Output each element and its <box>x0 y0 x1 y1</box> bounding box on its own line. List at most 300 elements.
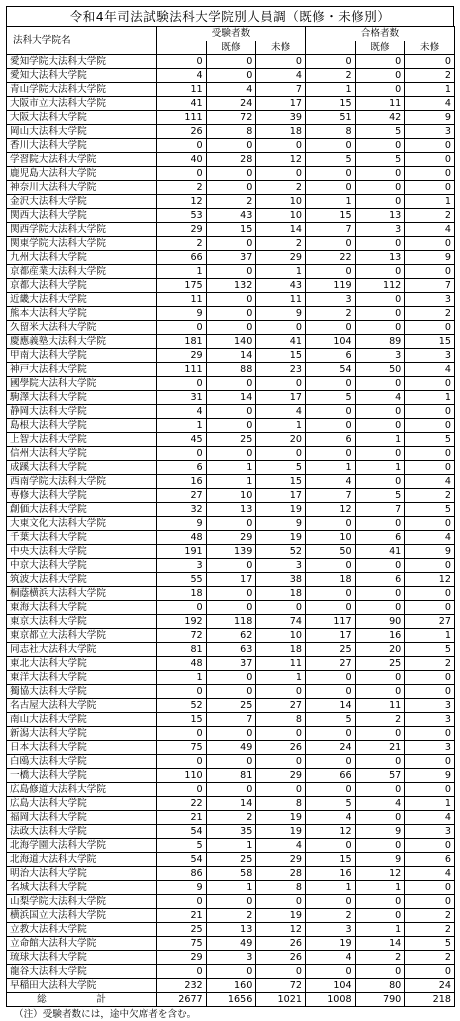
examinees-cell: 9 <box>157 881 207 895</box>
table-row <box>7 363 455 377</box>
passers-cell: 0 <box>305 839 355 853</box>
passers-cell: 0 <box>305 377 355 391</box>
school-name-cell: 琉球大法科大学院 <box>7 951 157 965</box>
table-row <box>7 867 455 881</box>
passers-mishu-cell: 0 <box>405 881 455 895</box>
total-row <box>7 993 455 1007</box>
examinees-cell: 0 <box>157 321 207 335</box>
examinees-cell: 2 <box>157 237 207 251</box>
school-name-cell: 一橋大法科大学院 <box>7 769 157 783</box>
total-passers: 1008 <box>305 993 355 1007</box>
school-name-cell: 関西学院大法科大学院 <box>7 223 157 237</box>
passers-cell: 15 <box>305 97 355 111</box>
examinees-kishu-cell: 0 <box>206 265 256 279</box>
table-row <box>7 293 455 307</box>
examinees-cell: 86 <box>157 867 207 881</box>
examinees-cell: 0 <box>157 895 207 909</box>
passers-mishu-cell: 0 <box>405 181 455 195</box>
examinees-kishu-cell: 81 <box>206 769 256 783</box>
table-row <box>7 377 455 391</box>
examinees-cell: 232 <box>157 979 207 993</box>
passers-cell: 2 <box>305 69 355 83</box>
passers-mishu-cell: 5 <box>405 643 455 657</box>
passers-mishu-cell: 7 <box>405 279 455 293</box>
passers-cell: 0 <box>305 321 355 335</box>
examinees-kishu-cell: 25 <box>206 699 256 713</box>
passers-mishu-cell: 0 <box>405 321 455 335</box>
results-table <box>6 26 455 1007</box>
passers-cell: 12 <box>305 503 355 517</box>
examinees-mishu-cell: 9 <box>256 517 306 531</box>
examinees-mishu-cell: 10 <box>256 209 306 223</box>
passers-cell: 4 <box>305 951 355 965</box>
examinees-kishu-cell: 139 <box>206 545 256 559</box>
school-name-cell: 西南学院大法科大学院 <box>7 475 157 489</box>
table-row <box>7 769 455 783</box>
passers-cell: 117 <box>305 615 355 629</box>
table-header <box>7 27 455 55</box>
passers-mishu-cell: 2 <box>405 923 455 937</box>
table-row <box>7 419 455 433</box>
passers-cell: 19 <box>305 937 355 951</box>
table-row <box>7 615 455 629</box>
examinees-mishu-cell: 4 <box>256 405 306 419</box>
examinees-mishu-cell: 52 <box>256 545 306 559</box>
examinees-kishu-cell: 0 <box>206 307 256 321</box>
examinees-cell: 1 <box>157 265 207 279</box>
examinees-mishu-cell: 15 <box>256 349 306 363</box>
table-row <box>7 965 455 979</box>
passers-mishu-cell: 4 <box>405 475 455 489</box>
examinees-mishu-cell: 19 <box>256 503 306 517</box>
passers-mishu-cell: 0 <box>405 727 455 741</box>
school-name-cell: 法政大法科大学院 <box>7 825 157 839</box>
passers-cell: 7 <box>305 223 355 237</box>
passers-kishu-cell: 1 <box>355 923 405 937</box>
passers-mishu-cell: 12 <box>405 573 455 587</box>
passers-cell: 0 <box>305 965 355 979</box>
examinees-kishu-cell: 0 <box>206 727 256 741</box>
table-row <box>7 153 455 167</box>
school-name-cell: 白鴎大法科大学院 <box>7 755 157 769</box>
examinees-cell: 21 <box>157 811 207 825</box>
passers-kishu-cell: 7 <box>355 503 405 517</box>
table-row <box>7 321 455 335</box>
passers-mishu-cell: 1 <box>405 391 455 405</box>
examinees-mishu-cell: 11 <box>256 293 306 307</box>
table-row <box>7 279 455 293</box>
passers-kishu-cell: 0 <box>355 307 405 321</box>
passers-mishu-cell: 4 <box>405 811 455 825</box>
examinees-kishu-cell: 1 <box>206 881 256 895</box>
examinees-kishu-cell: 15 <box>206 223 256 237</box>
school-name-cell: 久留米大法科大学院 <box>7 321 157 335</box>
passers-kishu-cell: 0 <box>355 419 405 433</box>
examinees-kishu-cell: 62 <box>206 629 256 643</box>
examinees-cell: 0 <box>157 685 207 699</box>
total-examinees-mishu: 1021 <box>256 993 306 1007</box>
header-examinees: 受験者数 <box>157 27 306 41</box>
examinees-cell: 26 <box>157 125 207 139</box>
passers-kishu-cell: 0 <box>355 405 405 419</box>
passers-kishu-cell: 0 <box>355 139 405 153</box>
passers-mishu-cell: 0 <box>405 755 455 769</box>
table-row <box>7 713 455 727</box>
passers-kishu-cell: 57 <box>355 769 405 783</box>
table-row <box>7 209 455 223</box>
passers-mishu-cell: 0 <box>405 601 455 615</box>
table-row <box>7 97 455 111</box>
examinees-kishu-cell: 0 <box>206 237 256 251</box>
examinees-kishu-cell: 14 <box>206 349 256 363</box>
examinees-mishu-cell: 0 <box>256 601 306 615</box>
examinees-cell: 4 <box>157 69 207 83</box>
examinees-kishu-cell: 0 <box>206 517 256 531</box>
passers-kishu-cell: 0 <box>355 237 405 251</box>
examinees-cell: 45 <box>157 433 207 447</box>
examinees-cell: 29 <box>157 951 207 965</box>
table-row <box>7 55 455 69</box>
passers-cell: 0 <box>305 405 355 419</box>
passers-cell: 0 <box>305 419 355 433</box>
examinees-mishu-cell: 0 <box>256 783 306 797</box>
header-examinees-total <box>157 41 207 55</box>
examinees-kishu-cell: 17 <box>206 573 256 587</box>
examinees-kishu-cell: 1 <box>206 475 256 489</box>
examinees-mishu-cell: 3 <box>256 559 306 573</box>
table-row <box>7 111 455 125</box>
examinees-cell: 0 <box>157 965 207 979</box>
school-name-cell: 大東文化大法科大学院 <box>7 517 157 531</box>
examinees-kishu-cell: 3 <box>206 951 256 965</box>
school-name-cell: 関西大法科大学院 <box>7 209 157 223</box>
examinees-mishu-cell: 0 <box>256 447 306 461</box>
passers-kishu-cell: 1 <box>355 461 405 475</box>
examinees-mishu-cell: 20 <box>256 433 306 447</box>
passers-mishu-cell: 0 <box>405 447 455 461</box>
passers-kishu-cell: 0 <box>355 811 405 825</box>
examinees-cell: 191 <box>157 545 207 559</box>
examinees-mishu-cell: 8 <box>256 797 306 811</box>
examinees-mishu-cell: 29 <box>256 853 306 867</box>
examinees-cell: 72 <box>157 629 207 643</box>
examinees-mishu-cell: 28 <box>256 867 306 881</box>
examinees-cell: 18 <box>157 587 207 601</box>
examinees-kishu-cell: 2 <box>206 195 256 209</box>
examinees-kishu-cell: 0 <box>206 671 256 685</box>
school-name-cell: 岡山大法科大学院 <box>7 125 157 139</box>
table-row <box>7 433 455 447</box>
school-name-cell: 慶應義塾大法科大学院 <box>7 335 157 349</box>
passers-mishu-cell: 0 <box>405 405 455 419</box>
passers-kishu-cell: 6 <box>355 573 405 587</box>
passers-kishu-cell: 50 <box>355 363 405 377</box>
examinees-kishu-cell: 2 <box>206 811 256 825</box>
examinees-kishu-cell: 7 <box>206 713 256 727</box>
table-row <box>7 517 455 531</box>
examinees-mishu-cell: 1 <box>256 265 306 279</box>
examinees-kishu-cell: 0 <box>206 587 256 601</box>
examinees-cell: 0 <box>157 377 207 391</box>
examinees-mishu-cell: 2 <box>256 181 306 195</box>
school-name-cell: 東洋大法科大学院 <box>7 671 157 685</box>
passers-mishu-cell: 0 <box>405 167 455 181</box>
examinees-mishu-cell: 1 <box>256 419 306 433</box>
school-name-cell: 國學院大法科大学院 <box>7 377 157 391</box>
examinees-mishu-cell: 23 <box>256 363 306 377</box>
passers-kishu-cell: 2 <box>355 713 405 727</box>
examinees-mishu-cell: 10 <box>256 629 306 643</box>
examinees-cell: 54 <box>157 853 207 867</box>
school-name-cell: 鹿児島大法科大学院 <box>7 167 157 181</box>
passers-cell: 24 <box>305 741 355 755</box>
table-row <box>7 307 455 321</box>
table-row <box>7 475 455 489</box>
passers-cell: 0 <box>305 587 355 601</box>
examinees-cell: 0 <box>157 783 207 797</box>
passers-kishu-cell: 80 <box>355 979 405 993</box>
table-row <box>7 881 455 895</box>
passers-kishu-cell: 42 <box>355 111 405 125</box>
examinees-mishu-cell: 0 <box>256 377 306 391</box>
table-row <box>7 895 455 909</box>
examinees-mishu-cell: 15 <box>256 475 306 489</box>
passers-mishu-cell: 2 <box>405 657 455 671</box>
examinees-cell: 4 <box>157 405 207 419</box>
table-row <box>7 783 455 797</box>
school-name-cell: 駒澤大法科大学院 <box>7 391 157 405</box>
passers-kishu-cell: 0 <box>355 601 405 615</box>
examinees-cell: 110 <box>157 769 207 783</box>
table-row <box>7 391 455 405</box>
passers-mishu-cell: 2 <box>405 69 455 83</box>
examinees-mishu-cell: 8 <box>256 881 306 895</box>
examinees-cell: 192 <box>157 615 207 629</box>
passers-mishu-cell: 3 <box>405 741 455 755</box>
school-name-cell: 静岡大法科大学院 <box>7 405 157 419</box>
passers-kishu-cell: 0 <box>355 55 405 69</box>
table-row <box>7 937 455 951</box>
passers-kishu-cell: 5 <box>355 489 405 503</box>
examinees-cell: 29 <box>157 223 207 237</box>
table-row <box>7 181 455 195</box>
school-name-cell: 獨協大法科大学院 <box>7 685 157 699</box>
passers-mishu-cell: 0 <box>405 139 455 153</box>
examinees-cell: 21 <box>157 909 207 923</box>
school-name-cell: 甲南大法科大学院 <box>7 349 157 363</box>
passers-mishu-cell: 9 <box>405 251 455 265</box>
passers-cell: 0 <box>305 517 355 531</box>
passers-kishu-cell: 0 <box>355 181 405 195</box>
examinees-kishu-cell: 118 <box>206 615 256 629</box>
passers-cell: 0 <box>305 265 355 279</box>
passers-mishu-cell: 4 <box>405 867 455 881</box>
passers-cell: 5 <box>305 797 355 811</box>
examinees-cell: 3 <box>157 559 207 573</box>
school-name-cell: 学習院大法科大学院 <box>7 153 157 167</box>
passers-kishu-cell: 0 <box>355 727 405 741</box>
examinees-mishu-cell: 29 <box>256 769 306 783</box>
passers-cell: 15 <box>305 209 355 223</box>
examinees-cell: 52 <box>157 699 207 713</box>
passers-cell: 0 <box>305 671 355 685</box>
examinees-mishu-cell: 19 <box>256 825 306 839</box>
examinees-mishu-cell: 26 <box>256 951 306 965</box>
passers-cell: 4 <box>305 475 355 489</box>
school-name-cell: 立命館大法科大学院 <box>7 937 157 951</box>
passers-cell: 0 <box>305 895 355 909</box>
passers-cell: 27 <box>305 657 355 671</box>
passers-kishu-cell: 0 <box>355 909 405 923</box>
table-row <box>7 629 455 643</box>
passers-cell: 3 <box>305 293 355 307</box>
examinees-cell: 11 <box>157 83 207 97</box>
passers-kishu-cell: 0 <box>355 475 405 489</box>
table-row <box>7 223 455 237</box>
table-row <box>7 643 455 657</box>
passers-mishu-cell: 2 <box>405 307 455 321</box>
table-row <box>7 69 455 83</box>
examinees-mishu-cell: 0 <box>256 755 306 769</box>
examinees-kishu-cell: 0 <box>206 321 256 335</box>
examinees-kishu-cell: 0 <box>206 447 256 461</box>
passers-cell: 10 <box>305 531 355 545</box>
header-examinees-kishu: 既修 <box>206 41 256 55</box>
examinees-cell: 6 <box>157 461 207 475</box>
passers-mishu-cell: 0 <box>405 685 455 699</box>
school-name-cell: 神奈川大法科大学院 <box>7 181 157 195</box>
school-name-cell: 名城大法科大学院 <box>7 881 157 895</box>
passers-mishu-cell: 3 <box>405 349 455 363</box>
examinees-cell: 11 <box>157 293 207 307</box>
examinees-kishu-cell: 14 <box>206 797 256 811</box>
school-name-cell: 千葉大法科大学院 <box>7 531 157 545</box>
passers-kishu-cell: 3 <box>355 349 405 363</box>
school-name-cell: 中央大法科大学院 <box>7 545 157 559</box>
passers-mishu-cell: 0 <box>405 419 455 433</box>
passers-mishu-cell: 5 <box>405 937 455 951</box>
school-name-cell: 中京大法科大学院 <box>7 559 157 573</box>
examinees-kishu-cell: 0 <box>206 895 256 909</box>
examinees-kishu-cell: 0 <box>206 405 256 419</box>
examinees-cell: 175 <box>157 279 207 293</box>
examinees-mishu-cell: 0 <box>256 727 306 741</box>
table-row <box>7 923 455 937</box>
school-name-cell: 早稲田大法科大学院 <box>7 979 157 993</box>
examinees-kishu-cell: 58 <box>206 867 256 881</box>
passers-kishu-cell: 5 <box>355 153 405 167</box>
examinees-mishu-cell: 14 <box>256 223 306 237</box>
table-row <box>7 83 455 97</box>
passers-mishu-cell: 0 <box>405 377 455 391</box>
examinees-kishu-cell: 0 <box>206 293 256 307</box>
table-row <box>7 573 455 587</box>
header-school: 法科大学院名 <box>7 27 157 55</box>
passers-cell: 50 <box>305 545 355 559</box>
passers-cell: 0 <box>305 139 355 153</box>
examinees-mishu-cell: 17 <box>256 97 306 111</box>
school-name-cell: 広島修道大法科大学院 <box>7 783 157 797</box>
examinees-cell: 0 <box>157 447 207 461</box>
school-name-cell: 横浜国立大法科大学院 <box>7 909 157 923</box>
passers-cell: 0 <box>305 181 355 195</box>
school-name-cell: 熊本大法科大学院 <box>7 307 157 321</box>
school-name-cell: 信州大法科大学院 <box>7 447 157 461</box>
examinees-kishu-cell: 25 <box>206 853 256 867</box>
passers-mishu-cell: 0 <box>405 153 455 167</box>
examinees-kishu-cell: 0 <box>206 181 256 195</box>
school-name-cell: 専修大法科大学院 <box>7 489 157 503</box>
passers-mishu-cell: 0 <box>405 671 455 685</box>
passers-mishu-cell: 24 <box>405 979 455 993</box>
examinees-cell: 75 <box>157 741 207 755</box>
examinees-kishu-cell: 0 <box>206 55 256 69</box>
passers-kishu-cell: 1 <box>355 881 405 895</box>
examinees-mishu-cell: 0 <box>256 321 306 335</box>
passers-cell: 51 <box>305 111 355 125</box>
examinees-mishu-cell: 10 <box>256 195 306 209</box>
examinees-cell: 29 <box>157 349 207 363</box>
examinees-kishu-cell: 88 <box>206 363 256 377</box>
school-name-cell: 創価大法科大学院 <box>7 503 157 517</box>
examinees-mishu-cell: 12 <box>256 153 306 167</box>
passers-kishu-cell: 0 <box>355 671 405 685</box>
examinees-cell: 66 <box>157 251 207 265</box>
passers-cell: 5 <box>305 713 355 727</box>
passers-mishu-cell: 5 <box>405 433 455 447</box>
table-row <box>7 825 455 839</box>
school-name-cell: 山梨学院大法科大学院 <box>7 895 157 909</box>
examinees-cell: 48 <box>157 531 207 545</box>
examinees-kishu-cell: 0 <box>206 755 256 769</box>
passers-kishu-cell: 16 <box>355 629 405 643</box>
examinees-cell: 5 <box>157 839 207 853</box>
passers-cell: 0 <box>305 755 355 769</box>
examinees-mishu-cell: 17 <box>256 489 306 503</box>
passers-mishu-cell: 0 <box>405 965 455 979</box>
examinees-mishu-cell: 26 <box>256 937 306 951</box>
examinees-kishu-cell: 0 <box>206 559 256 573</box>
passers-kishu-cell: 0 <box>355 839 405 853</box>
passers-mishu-cell: 0 <box>405 839 455 853</box>
examinees-cell: 16 <box>157 475 207 489</box>
passers-mishu-cell: 9 <box>405 111 455 125</box>
passers-cell: 6 <box>305 433 355 447</box>
passers-cell: 5 <box>305 153 355 167</box>
table-row <box>7 237 455 251</box>
examinees-cell: 0 <box>157 55 207 69</box>
table-row <box>7 531 455 545</box>
table-row <box>7 657 455 671</box>
examinees-cell: 55 <box>157 573 207 587</box>
passers-mishu-cell: 0 <box>405 587 455 601</box>
passers-kishu-cell: 4 <box>355 797 405 811</box>
examinees-kishu-cell: 29 <box>206 531 256 545</box>
examinees-mishu-cell: 2 <box>256 237 306 251</box>
examinees-cell: 0 <box>157 727 207 741</box>
passers-kishu-cell: 9 <box>355 853 405 867</box>
examinees-mishu-cell: 29 <box>256 251 306 265</box>
table-row <box>7 559 455 573</box>
passers-mishu-cell: 1 <box>405 629 455 643</box>
passers-kishu-cell: 0 <box>355 167 405 181</box>
passers-kishu-cell: 6 <box>355 531 405 545</box>
examinees-mishu-cell: 72 <box>256 979 306 993</box>
school-name-cell: 九州大法科大学院 <box>7 251 157 265</box>
passers-cell: 18 <box>305 573 355 587</box>
table-title: 令和4年司法試験法科大学院別人員調（既修・未修別） <box>6 6 454 26</box>
examinees-kishu-cell: 49 <box>206 741 256 755</box>
